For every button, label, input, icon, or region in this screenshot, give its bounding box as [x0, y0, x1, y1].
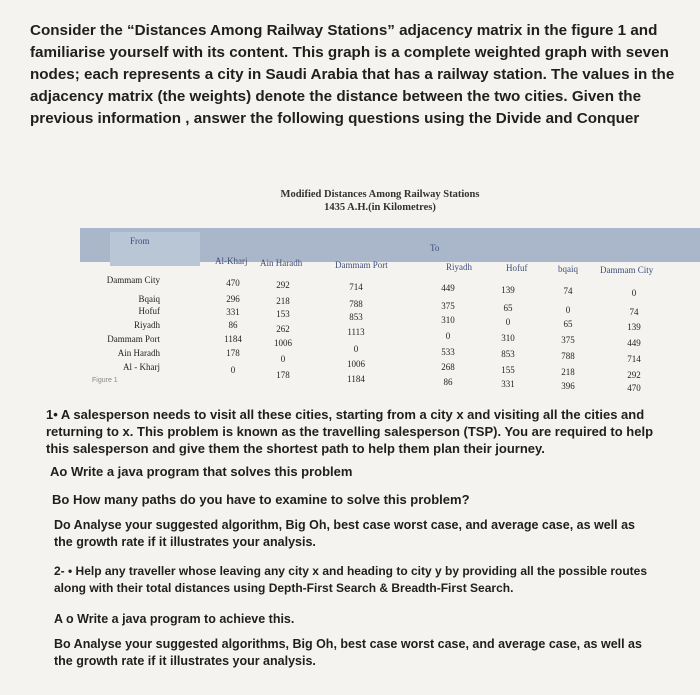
question-1b: Bo How many paths do you have to examine to solve this problem? [52, 492, 470, 507]
cell: 0 [280, 354, 286, 364]
cell: 1113 [347, 327, 365, 337]
cell: 262 [276, 324, 290, 334]
cell: 0 [445, 331, 451, 341]
table-title-line2: 1435 A.H.(in Kilometres) [324, 202, 436, 213]
from-label: From [130, 236, 150, 246]
cell: 1006 [274, 338, 292, 348]
header-band [80, 228, 700, 262]
row-label-dammam-port: Dammam Port [107, 334, 160, 344]
cell: 310 [501, 333, 515, 343]
table-title-line1: Modified Distances Among Railway Stations [280, 189, 480, 200]
cell: 0 [230, 365, 236, 375]
question-2a: A o Write a java program to achieve this. [54, 612, 295, 626]
cell: 292 [276, 280, 290, 290]
row-label-hofuf: Hofuf [138, 306, 160, 316]
cell: 218 [561, 367, 575, 377]
cell: 65 [503, 303, 513, 313]
cell: 331 [226, 307, 240, 317]
row-label-riyadh: Riyadh [134, 320, 160, 330]
row-label-bqaiq: Bqaiq [138, 294, 160, 304]
cell: 74 [563, 286, 573, 296]
col-header-hofuf: Hofuf [506, 263, 528, 273]
cell: 86 [443, 377, 453, 387]
col-header-ain-haradh: Ain Haradh [260, 258, 303, 268]
cell: 0 [353, 344, 359, 354]
cell: 296 [226, 294, 240, 304]
cell: 1184 [347, 374, 365, 384]
cell: 331 [501, 379, 515, 389]
cell: 714 [627, 354, 641, 364]
cell: 139 [627, 322, 641, 332]
cell: 139 [501, 285, 515, 295]
cell: 449 [627, 338, 641, 348]
cell: 853 [501, 349, 515, 359]
cell: 396 [561, 381, 575, 391]
to-label: To [430, 243, 440, 253]
cell: 375 [561, 335, 575, 345]
cell: 449 [441, 283, 455, 293]
distance-matrix [80, 228, 700, 393]
question-1: 1• A salesperson needs to visit all these cities, starting from a city x and visiting all the cities and returning to x. This problem is known as the travelling salesperson (TSP). You are required to help this salesperson and give them the shortest path to help them plan their journey. [46, 407, 654, 456]
cell: 65 [563, 319, 573, 329]
cell: 0 [505, 317, 511, 327]
row-label-al-kharj: Al - Kharj [123, 362, 160, 372]
cell: 470 [226, 278, 240, 288]
cell: 178 [276, 370, 290, 380]
cell: 470 [627, 383, 641, 393]
cell: 375 [441, 301, 455, 311]
question-1a: Ao Write a java program that solves this problem [50, 464, 353, 479]
cell: 218 [276, 296, 290, 306]
cell: 1006 [347, 359, 365, 369]
figure-caption: Figure 1 [92, 377, 118, 384]
cell: 310 [441, 315, 455, 325]
cell: 788 [561, 351, 575, 361]
cell: 853 [349, 312, 363, 322]
cell: 533 [441, 347, 455, 357]
cell: 86 [228, 320, 238, 330]
cell: 714 [349, 282, 363, 292]
col-header-dammam-city: Dammam City [600, 265, 654, 275]
row-label-dammam-city: Dammam City [106, 275, 160, 285]
cell: 74 [629, 307, 639, 317]
from-box [110, 232, 200, 266]
cell: 153 [276, 309, 290, 319]
col-header-al-kharj: Al-Kharj [215, 256, 248, 266]
question-2b: Bo Analyse your suggested algorithms, Big Oh, best case worst case, and average case, as well as the growth rate if it illustrates your analysis. [54, 637, 642, 668]
question-1d: Do Analyse your suggested algorithm, Big Oh, best case worst case, and average case, as well as the growth rate if it illustrates your analysis. [54, 518, 636, 549]
col-header-riyadh: Riyadh [446, 262, 472, 272]
cell: 155 [501, 365, 515, 375]
question-2: 2- • Help any traveller whose leaving any city x and heading to city y by providing all the possible routes along with their total distances using Depth-First Search & Breadth-First Search. [54, 564, 648, 595]
cell: 0 [565, 305, 571, 315]
cell: 292 [627, 370, 641, 380]
table-title [240, 188, 520, 214]
cell: 178 [226, 348, 240, 358]
col-header-dammam-port: Dammam Port [335, 260, 388, 270]
col-header-bqaiq: bqaiq [558, 264, 578, 274]
cell: 788 [349, 299, 363, 309]
intro-paragraph: Consider the “Distances Among Railway Stations” adjacency matrix in the figure 1 and familiarise yourself with its content. This graph is a complete weighted graph with seven nodes; each represents a city in Saudi Arabia that has a railway station. The values in the adjacency matrix (the weights) denote the distance between the two cities. Given the previous information , answer the following questions using the Divide and Conquer [30, 22, 675, 127]
cell: 0 [631, 288, 637, 298]
row-label-ain-haradh: Ain Haradh [117, 348, 160, 358]
cell: 1184 [224, 334, 242, 344]
cell: 268 [441, 362, 455, 372]
